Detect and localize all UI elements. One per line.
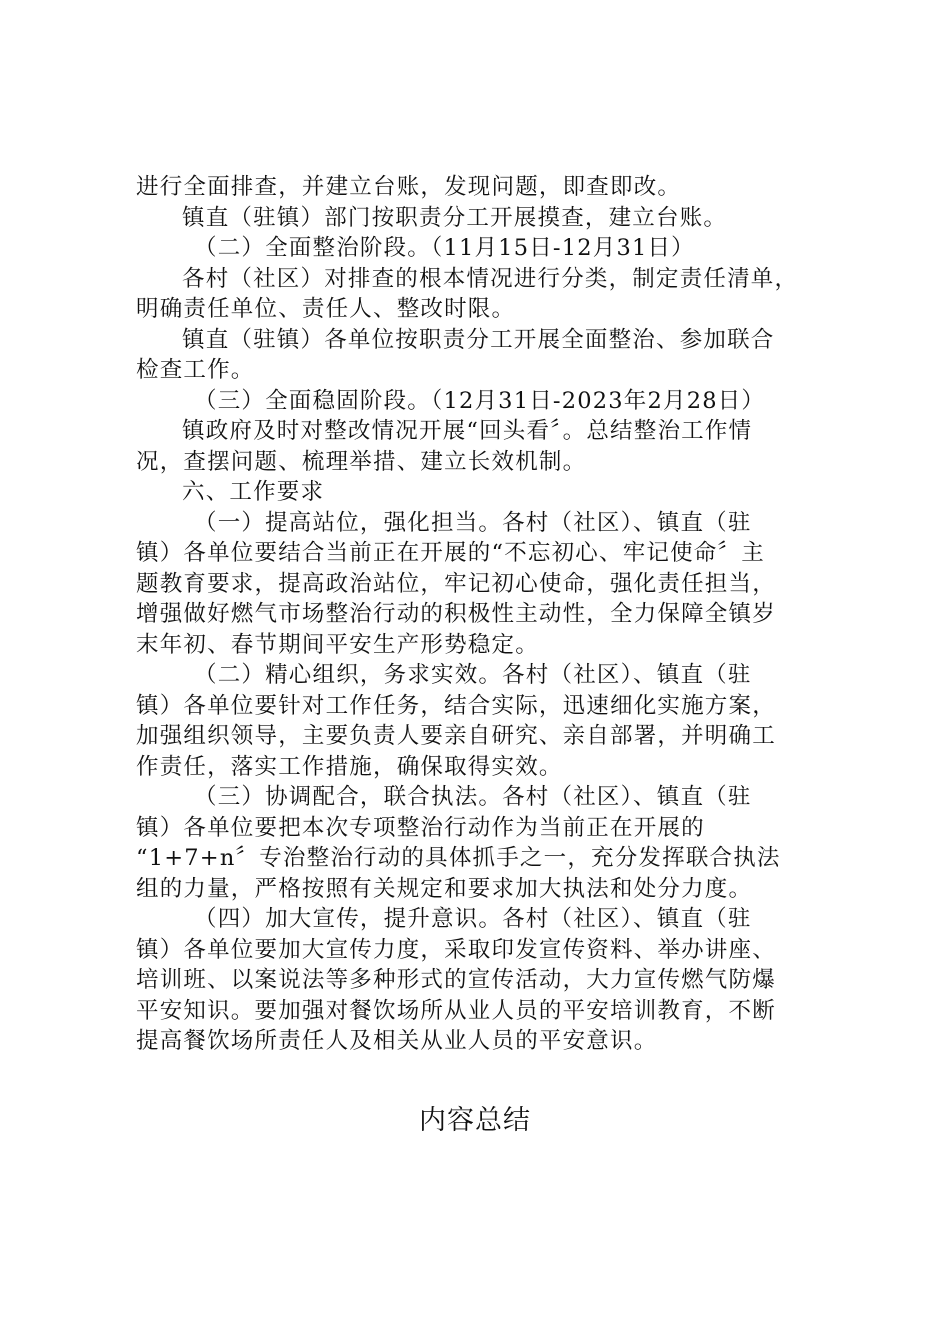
paragraph-line: （三）协调配合，联合执法。各村（社区）、镇直（驻: [194, 784, 752, 810]
paragraph-line: 提高餐饮场所责任人及相关从业人员的平安意识。: [136, 1028, 658, 1054]
section-heading: （二）全面整治阶段。（11月15日-12月31日）: [194, 235, 695, 261]
paragraph-line: （二）精心组织，务求实效。各村（社区）、镇直（驻: [194, 662, 752, 688]
paragraph-line: 题教育要求，提高政治站位，牢记初心使命，强化责任担当，: [136, 570, 776, 597]
paragraph-line: 镇直（驻镇）各单位按职责分工开展全面整治、参加联合: [182, 326, 775, 353]
section-heading: 六、工作要求: [182, 479, 325, 505]
paragraph-line: 镇）各单位要加大宣传力度，采取印发宣传资料、举办讲座、: [136, 936, 776, 963]
paragraph-line: 明确责任单位、责任人、整改时限。: [136, 296, 516, 322]
paragraph-line: 进行全面排查，并建立台账，发现问题，即查即改。: [136, 174, 682, 200]
paragraph-line: 况，查摆问题、梳理举措、建立长效机制。: [136, 448, 587, 475]
paragraph-line: 末年初、春节期间平安生产形势稳定。: [136, 631, 539, 658]
paragraph-line: 培训班、以案说法等多种形式的宣传活动，大力宣传燃气防爆: [136, 967, 776, 993]
summary-title: 内容总结: [419, 1105, 531, 1136]
paragraph-line: 加强组织领导，主要负责人要亲自研究、亲自部署，并明确工: [136, 723, 776, 749]
paragraph-line: （四）加大宣传，提升意识。各村（社区）、镇直（驻: [194, 906, 752, 932]
paragraph-line: 平安知识。要加强对餐饮场所从业人员的平安培训教育，不断: [136, 997, 776, 1024]
paragraph-line: 组的力量，严格按照有关规定和要求加大执法和处分力度。: [136, 875, 753, 902]
paragraph-line: 增强做好燃气市场整治行动的积极性主动性，全力保障全镇岁: [136, 601, 776, 627]
paragraph-line: （一）提高站位，强化担当。各村（社区）、镇直（驻: [194, 509, 752, 536]
paragraph-line: 镇直（驻镇）部门按职责分工开展摸查，建立台账。: [182, 204, 728, 231]
paragraph-line: 检查工作。: [136, 357, 255, 383]
paragraph-line: 镇）各单位要把本次专项整治行动作为当前正在开展的: [136, 814, 705, 841]
paragraph-line: “1+7+n〞专治整治行动的具体抓手之一，充分发挥联合执法: [136, 845, 781, 871]
paragraph-line: 镇政府及时对整改情况开展“回头看〞。总结整治工作情: [182, 418, 753, 444]
section-heading: （三）全面稳固阶段。（12月31日-2023年2月28日）: [194, 387, 766, 414]
paragraph-line: 镇）各单位要针对工作任务，结合实际，迅速细化实施方案，: [136, 692, 776, 719]
paragraph-line: 作责任，落实工作措施，确保取得实效。: [136, 753, 563, 780]
paragraph-line: 各村（社区）对排查的根本情况进行分类，制定责任清单，: [182, 265, 799, 292]
paragraph-line: 镇）各单位要结合当前正在开展的“不忘初心、牢记使命〞主: [136, 540, 765, 566]
document-body: [136, 172, 826, 1057]
